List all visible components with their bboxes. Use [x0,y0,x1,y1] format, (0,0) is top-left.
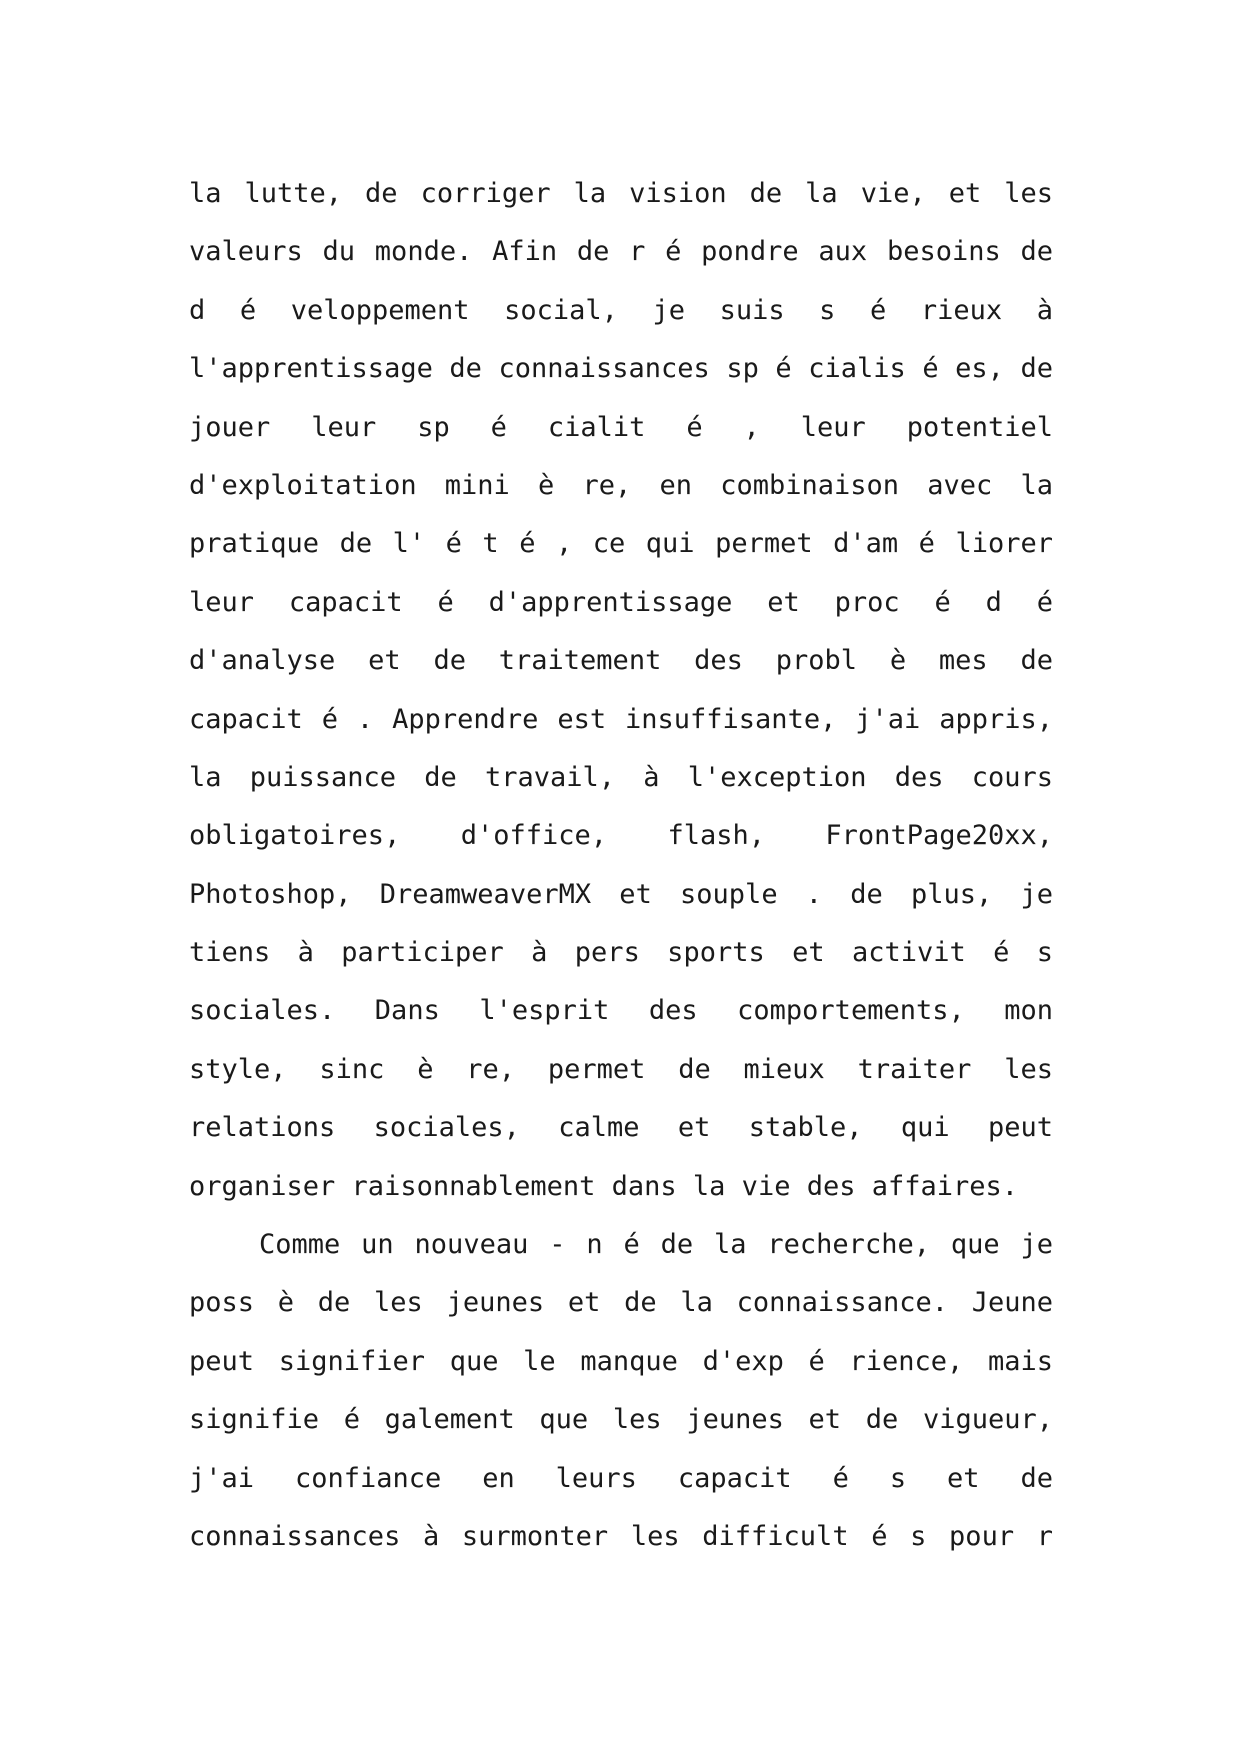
paragraph-start-line: Comme un nouveau - n é de la recherche, que je [259,1229,1053,1261]
text-line: peut signifier que le manque d'exp é rience, mais [189,1345,1053,1377]
text-line: Photoshop, DreamweaverMX et souple . de plus, je [189,878,1053,910]
text-line: connaissances à surmonter les difficult é s pour r [189,1520,1053,1552]
text-line: capacit é . Apprendre est insuffisante, j'ai appris, [189,703,1053,735]
text-line: obligatoires, d'office, flash, FrontPage20xx, [189,820,1053,852]
paragraph-end-line: organiser raisonnablement dans la vie des affaires. [189,1170,1019,1202]
text-line: relations sociales, calme et stable, qui peut [189,1112,1053,1144]
text-line: d'exploitation mini è re, en combinaison avec la [189,469,1053,501]
text-line: poss è de les jeunes et de la connaissance. Jeune [189,1287,1053,1319]
text-line: pratique de l' é t é , ce qui permet d'am é liorer [189,528,1053,560]
text-line: signifie é galement que les jeunes et de vigueur, [189,1404,1053,1436]
text-line: j'ai confiance en leurs capacit é s et de [189,1462,1053,1494]
body-text [189,165,1053,1566]
text-line: sociales. Dans l'esprit des comportements, mon [189,995,1053,1027]
text-line: style, sinc è re, permet de mieux traiter les [189,1053,1053,1085]
text-line: d é veloppement social, je suis s é rieux à [189,294,1053,326]
text-line: tiens à participer à pers sports et activit é s [189,937,1053,969]
text-line: la lutte, de corriger la vision de la vie, et les [189,178,1053,209]
text-line: la puissance de travail, à l'exception des cours [189,761,1053,793]
text-line: valeurs du monde. Afin de r é pondre aux besoins de [189,236,1053,268]
text-line: jouer leur sp é cialit é , leur potentiel [189,411,1053,443]
text-line: l'apprentissage de connaissances sp é cialis é es, de [189,353,1053,385]
text-line: leur capacit é d'apprentissage et proc é d é [189,586,1053,618]
text-line: d'analyse et de traitement des probl è mes de [189,645,1053,677]
